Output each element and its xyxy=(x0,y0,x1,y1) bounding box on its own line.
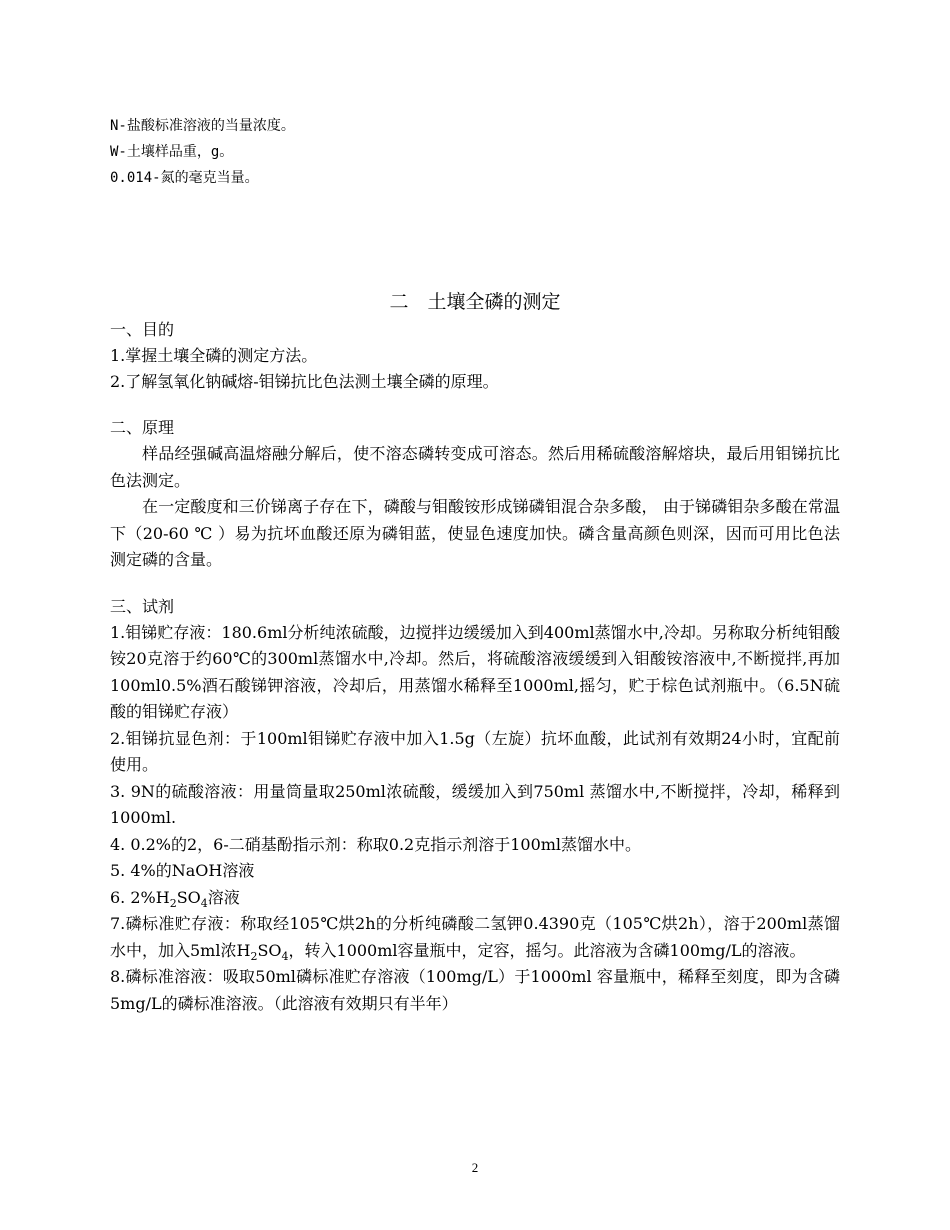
reagent-item-6 xyxy=(110,885,840,912)
definition-nitrogen: 0.014-氮的毫克当量。 xyxy=(110,170,259,186)
reagent-7-subscript-2: 2 xyxy=(250,949,258,963)
purpose-item-1: 1.掌握土壤全磷的测定方法。 xyxy=(110,346,318,365)
reagent-6-prefix: 6. 2%H xyxy=(110,887,170,907)
reagent-6-subscript-2: 2 xyxy=(169,896,177,910)
reagent-item-2: 2.钼锑抗显色剂：于100ml钼锑贮存液中加入1.5g（左旋）抗坏血酸，此试剂有效期24小时，宜配前使用。 xyxy=(110,728,840,774)
reagent-7-subscript-4: 4 xyxy=(281,949,289,963)
spacer xyxy=(110,191,840,287)
reagent-item-7 xyxy=(110,911,840,964)
reagent-7-part-2: ，转入1000ml容量瓶中，定容，摇匀。此溶液为含磷100mg/L的溶液。 xyxy=(288,940,806,960)
purpose-heading: 一、目的 xyxy=(110,320,175,339)
principle-paragraph-1: 样品经强碱高温熔融分解后，使不溶态磷转变成可溶态。然后用稀硫酸溶解熔块，最后用钼锑抗比色法测定。 xyxy=(110,444,840,490)
reagent-item-3: 3. 9N的硫酸溶液：用量筒量取250ml浓硫酸，缓缓加入到750ml 蒸馏水中,不断搅拌，冷却，稀释到1000ml. xyxy=(110,781,840,827)
document-page xyxy=(110,113,840,1017)
definition-n: N-盐酸标准溶液的当量浓度。 xyxy=(110,118,295,134)
reagent-6-suffix: 溶液 xyxy=(207,887,240,907)
reagent-item-4: 4. 0.2%的2，6-二硝基酚指示剂：称取0.2克指示剂溶于100ml蒸馏水中。 xyxy=(110,834,642,854)
definition-w: W-土壤样品重，g。 xyxy=(110,144,234,160)
reagent-7-so: SO xyxy=(257,940,282,960)
reagents-heading: 三、试剂 xyxy=(110,596,175,616)
purpose-item-2: 2.了解氢氧化钠碱熔-钼锑抗比色法测土壤全磷的原理。 xyxy=(110,372,499,391)
principle-heading: 二、原理 xyxy=(110,418,175,437)
spacer xyxy=(110,395,840,415)
spacer xyxy=(110,574,840,594)
reagent-item-1: 1.钼锑贮存液：180.6ml分析纯浓硫酸，边搅拌边缓缓加入到400ml蒸馏水中,冷却。另称取分析纯钼酸铵20克溶于约60℃的300ml蒸馏水中,冷却。然后，将硫酸溶液缓缓到入钼酸铵溶液中,不断搅拌,再加100ml0.5%酒石酸锑钾溶液，冷却后，用蒸馏水稀释至1000ml,摇匀，贮于棕色试剂瓶中。（6.5N硫酸的钼锑贮存液） xyxy=(110,622,840,721)
reagent-item-8: 8.磷标准溶液：吸取50ml磷标准贮存溶液（100mg/L）于1000ml 容量瓶中，稀释至刻度，即为含磷5mg/L的磷标准溶液。（此溶液有效期只有半年） xyxy=(110,967,840,1013)
principle-paragraph-2: 在一定酸度和三价锑离子存在下，磷酸与钼酸铵形成锑磷钼混合杂多酸， 由于锑磷钼杂多酸在常温下（20-60 ℃ ）易为抗坏血酸还原为磷钼蓝，使显色速度加快。磷含量高颜色则深，因而可用比色法测定磷的含量。 xyxy=(110,497,840,569)
section-title: 二 土壤全磷的测定 xyxy=(389,291,561,313)
reagent-6-so: SO xyxy=(176,887,201,907)
reagent-item-5: 5. 4%的NaOH溶液 xyxy=(110,861,255,880)
reagent-6-subscript-4: 4 xyxy=(200,896,208,910)
page-number: 2 xyxy=(471,1160,479,1175)
reagent-7-part-1: 7.磷标准贮存液：称取经105℃烘2h的分析纯磷酸二氢钾0.4390克（105℃烘2h），溶于200ml蒸馏水中，加入5ml浓H xyxy=(110,914,840,960)
